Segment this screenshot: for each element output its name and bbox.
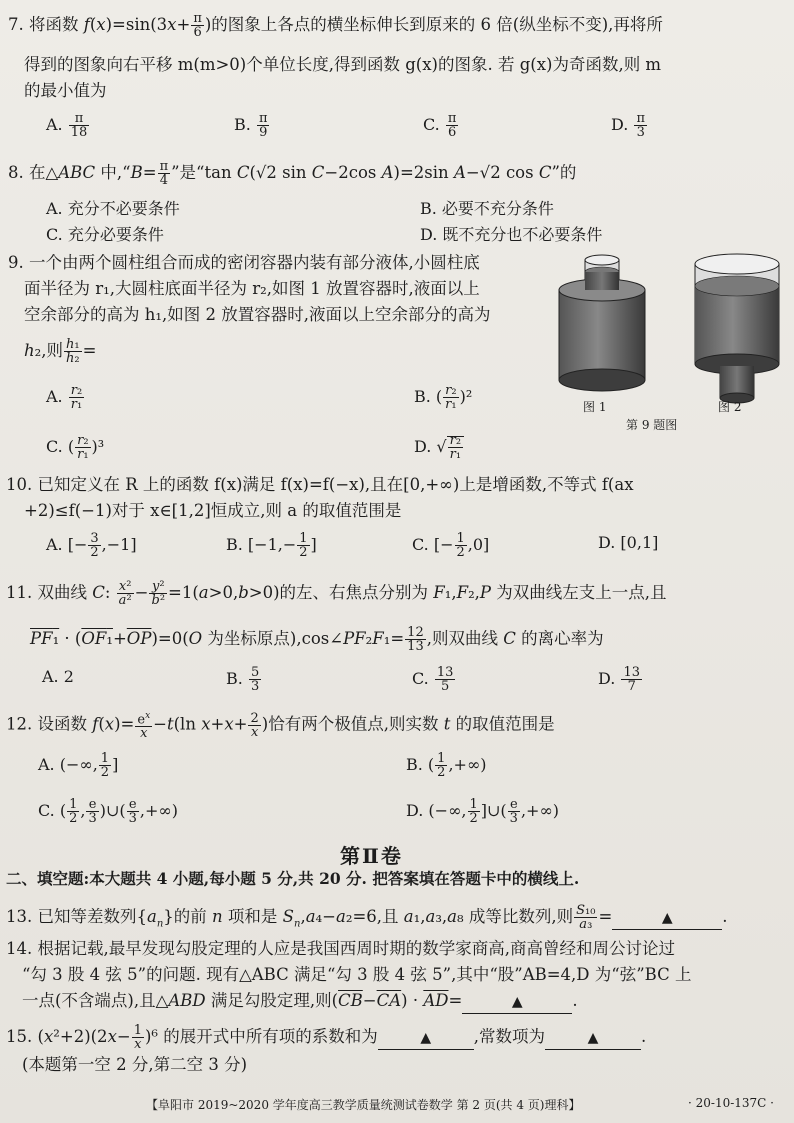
q7-option-c: C. $\frac{\pi}{6}$ [423,111,457,140]
q8-option-b: B. 必要不充分条件 [420,199,554,218]
q12-option-d: D. (−∞, $\frac{1}{2}$ ]∪( $\frac{e}{3}$ ,+∞) [406,797,560,826]
q14-line-1: 14. 根据记载,最早发现勾股定理的人应是我国西周时期的数学家商高,商高曾经和周公讨论过 [6,939,675,958]
q9-option-d: D. √ $\frac{\text{r₂}}{\text{r₁}}$ [414,434,464,461]
figure-caption: 第 9 题图 [626,418,678,432]
q12-option-c: C. ( $\frac{1}{2}$ , $\frac{e}{3}$ )∪( $\frac{e}{3}$ ,+∞) [38,797,178,826]
figure-2-container [695,254,779,403]
q7-line-2: 得到的图象向右平移 m(m>0)个单位长度,得到函数 g(x)的图象. 若 g(x)为奇函数,则 m [24,55,662,74]
q8-option-a: A. 充分不必要条件 [46,199,180,218]
q10-option-a: A. [− $\frac{3}{2}$ ,−1] [46,531,137,560]
q11-option-c: C. $\frac{13}{5}$ [412,665,454,694]
q10-option-b: B. [−1,− $\frac{1}{2}$ ] [226,531,317,560]
figure-1-container [559,255,645,391]
q8-line-1: 8. 在△ABC 中,“B= $\frac{\pi}{4}$ ”是“tan C(√2 sin C−2cos A)=2sin A−√2 cos C”的 [8,159,577,188]
q9-option-b: B. ( $\frac{\text{r₂}}{\text{r₁}}$ )² [414,383,473,412]
q15-answer-blank-2[interactable]: ▲ [587,1030,599,1046]
section-2-heading: 二、填空题:本大题共 4 小题,每小题 5 分,共 20 分. 把答案填在答题卡中的横线上. [6,869,580,888]
q8-option-d: D. 既不充分也不必要条件 [420,225,603,244]
q9-option-c: C. ( $\frac{\text{r₂}}{\text{r₁}}$ )³ [46,433,105,462]
q13-answer-blank[interactable]: ▲ [661,910,673,926]
q9-line-1: 9. 一个由两个圆柱组合而成的密闭容器内装有部分液体,小圆柱底 [8,253,480,272]
q15-line-1: 15. (x²+2)(2x− $\frac{1}{x}$ )⁶ 的展开式中所有项的系数和为 ▲ ,常数项为 ▲ . [6,1023,647,1052]
figure-1-label: 图 1 [583,400,607,414]
q7-option-d: D. $\frac{\pi}{3}$ [611,111,645,140]
q9-line-4: h₂,则 $\frac{\text{h₁}}{\text{h₂}}$ = [24,337,97,366]
q9-line-3: 空余部分的高为 h₁,如图 2 放置容器时,液面以上空余部分的高为 [24,305,491,324]
footer-right: · 20-10-137C · [688,1096,774,1110]
figure-2-label: 图 2 [718,400,742,414]
part-2-title: 第Ⅱ卷 [340,844,403,868]
q12-option-a: A. (−∞, $\frac{1}{2}$ ] [38,751,119,780]
q12-option-b: B. ( $\frac{1}{2}$ ,+∞) [406,751,487,780]
q11-option-b: B. $\frac{5}{3}$ [226,665,260,694]
q15-scoring-note: (本题第一空 2 分,第二空 3 分) [22,1055,248,1074]
q15-answer-blank-1[interactable]: ▲ [420,1030,432,1046]
q9-option-a: A. $\frac{\text{r₂}}{\text{r₁}}$ [46,383,83,412]
q7-option-a: A. $\frac{\pi}{18}$ [46,111,88,140]
q15-mid-text: ,常数项为 [473,1027,546,1046]
q11-line-1: 11. 双曲线 C: $\frac{\text{x²}}{\text{a²}}$ − $\frac{\text{y²}}{\text{b²}}$ =1(a>0,b>0)的左、右焦点分别为 F₁,F₂,P 为双曲线左支上一点,且 [6,579,667,608]
q8-option-c: C. 充分必要条件 [46,225,164,244]
q11-option-a: A. 2 [42,667,74,686]
q7-line-3: 的最小值为 [24,81,107,100]
q7-option-b: B. $\frac{\pi}{9}$ [234,111,268,140]
q12-line-1: 12. 设函数 f(x)= $\frac{e^x}{x}$ −t(ln x+x+ $\frac{2}{x}$ )恰有两个极值点,则实数 t 的取值范围是 [6,710,555,742]
q11-line-2: $PF_1 \cdot (OF_1+\overline{OP})=0(O$ 为坐标原点),cos∠PF₂F₁= $\frac{12}{13}$ ,则双曲线 C 的离心率为 [30,625,604,654]
q14-line-3: 一点(不含端点),且△ABD 满足勾股定理,则$(\overline{CB}-\overline{CA}) \cdot \overline{AD}=$ ▲ . [22,990,578,1014]
q7-line-1: 7. 将函数 f(x)=sin(3x+ $\frac{\pi}{6}$ )的图象上各点的横坐标伸长到原来的 6 倍(纵坐标不变),再将所 [8,11,663,40]
q11-option-d: D. $\frac{13}{7}$ [598,665,640,694]
q13-line-1: 13. 已知等差数列$\{a_n\}$的前 n 项和是 $S_n,a_4-a_2=6$,且 a₁,a₃,a₈ 成等比数列,则 $\frac{\text{S₁₀}}{\text{a₃}}$ = ▲ . [6,903,728,932]
q14-line-2: “勾 3 股 4 弦 5”的问题. 现有△ABC 满足“勾 3 股 4 弦 5”,其中“股”AB=4,D 为“弦”BC 上 [22,965,692,984]
q10-line-2: +2)≤f(−1)对于 x∈[1,2]恒成立,则 a 的取值范围是 [24,501,402,520]
q14-answer-blank[interactable]: ▲ [511,994,523,1010]
q9-line-2: 面半径为 r₁,大圆柱底面半径为 r₂,如图 1 放置容器时,液面以上 [24,279,480,298]
q10-line-1: 10. 已知定义在 R 上的函数 f(x)满足 f(x)=f(−x),且在[0,+∞)上是增函数,不等式 f(ax [6,475,634,494]
q10-option-d: D. [0,1] [598,533,659,552]
q10-option-c: C. [− $\frac{1}{2}$ ,0] [412,531,490,560]
footer-left: 【阜阳市 2019~2020 学年度高三教学质量统测试卷数学 第 2 页(共 4 页)理科】 [146,1098,581,1112]
